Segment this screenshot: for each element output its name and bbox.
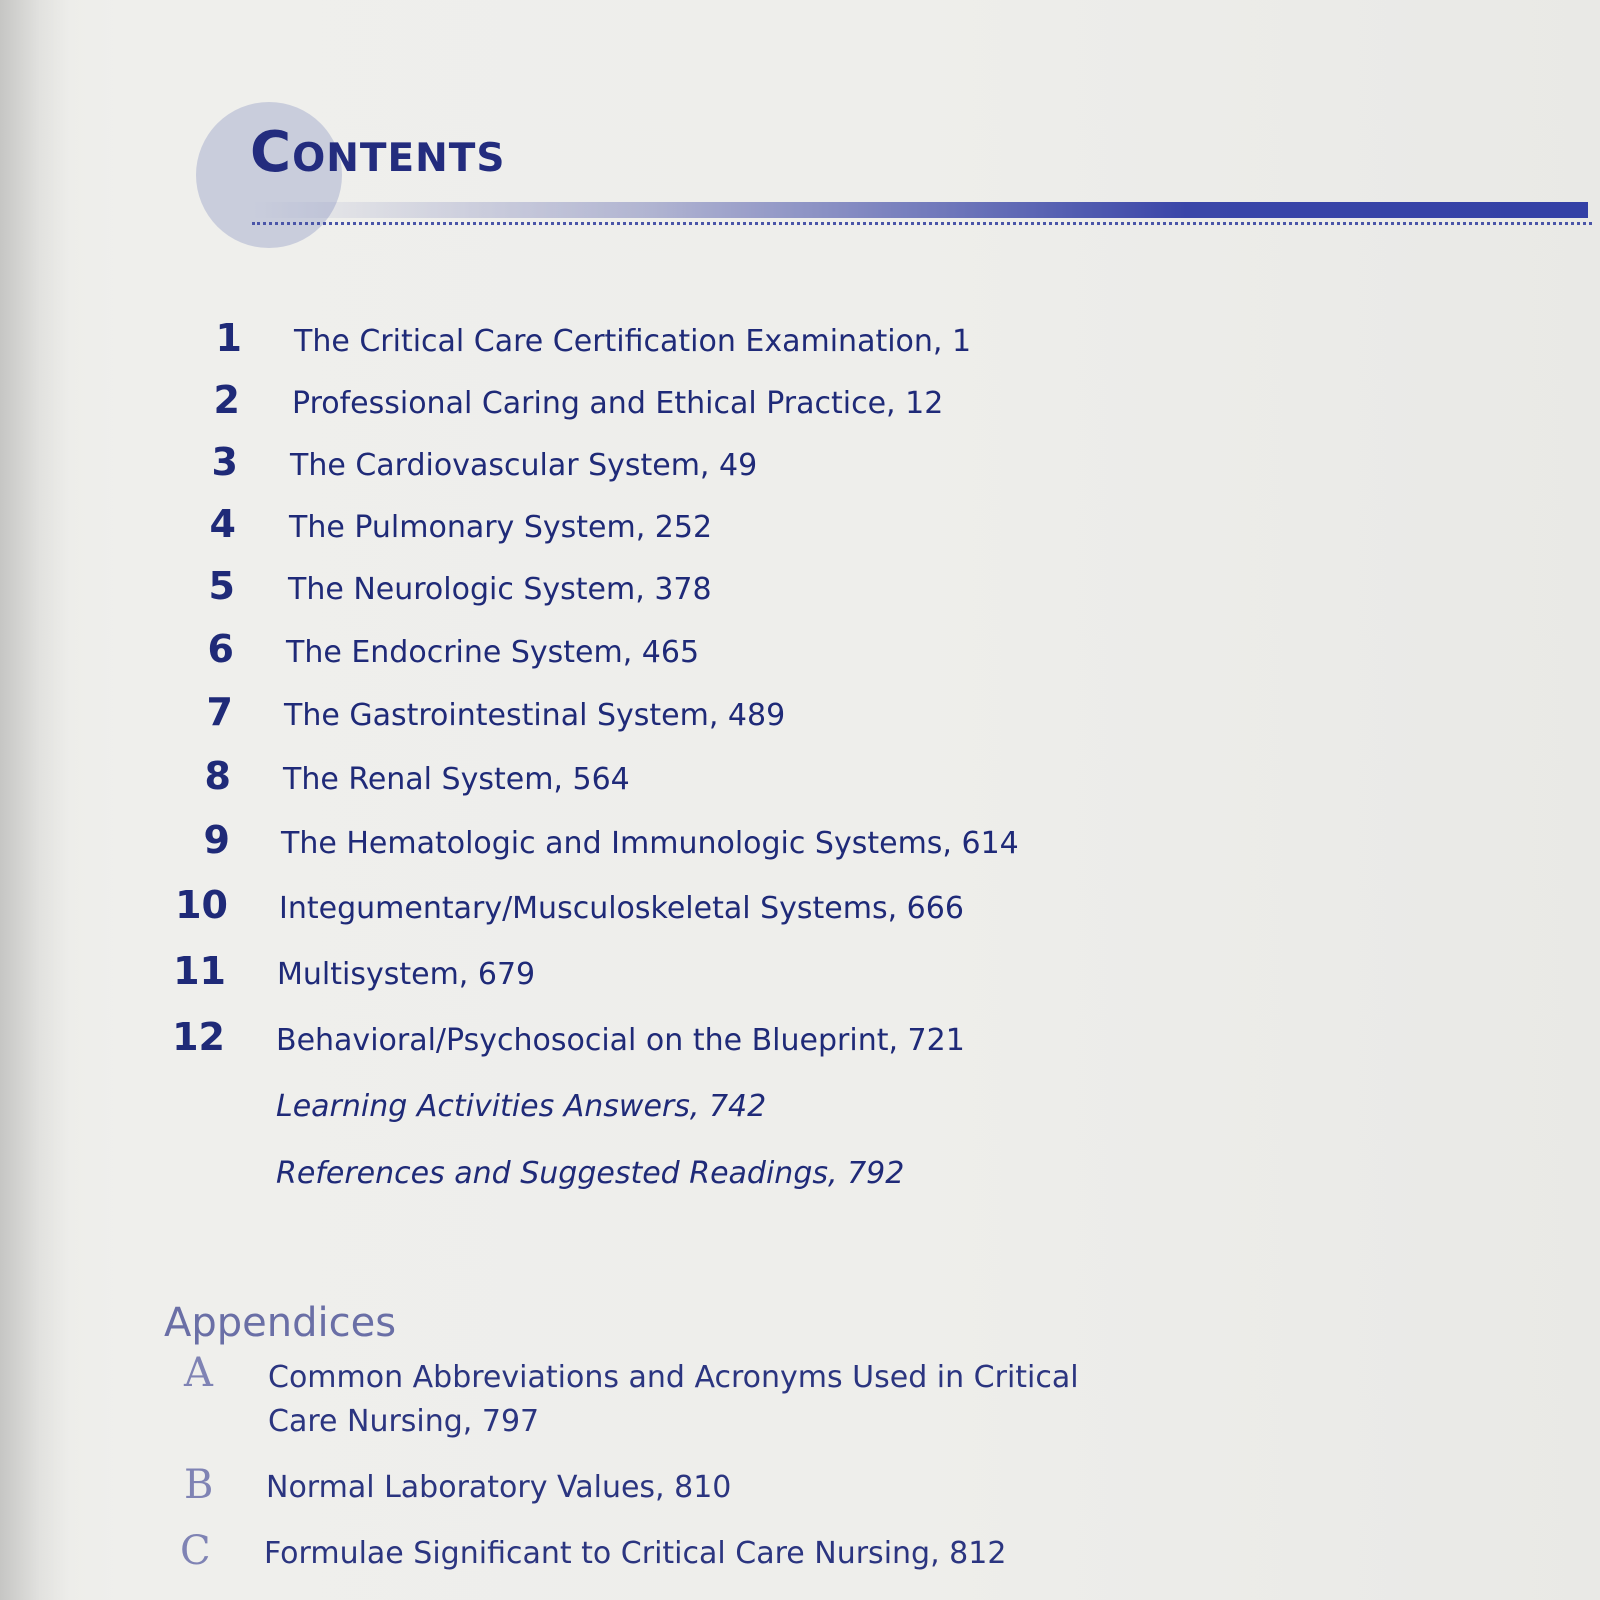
chapter-number: 8 — [204, 754, 231, 798]
chapter-number: 5 — [208, 564, 235, 608]
chapter-number: 7 — [206, 690, 233, 734]
chapter-title: The Hematologic and Immunologic Systems, 614 — [281, 826, 1019, 861]
appendix-title-continued: Care Nursing, 797 — [268, 1404, 540, 1439]
chapter-number: 4 — [209, 502, 236, 546]
appendix-letter: A — [184, 1350, 213, 1396]
page-title: Contents — [250, 120, 506, 185]
chapter-number: 11 — [173, 949, 226, 993]
chapter-number: 2 — [213, 378, 240, 422]
entry-title: References and Suggested Readings, 792 — [276, 1156, 905, 1191]
chapter-number: 6 — [207, 627, 234, 671]
chapter-title: The Neurologic System, 378 — [288, 572, 712, 607]
chapter-title: The Renal System, 564 — [283, 762, 630, 797]
chapter-number: 9 — [203, 818, 230, 862]
appendices-heading: Appendices — [164, 1300, 397, 1346]
appendix-title: Normal Laboratory Values, 810 — [266, 1470, 732, 1505]
chapter-title: The Cardiovascular System, 49 — [290, 448, 758, 483]
chapter-title: Behavioral/Psychosocial on the Blueprint, 721 — [276, 1023, 965, 1058]
chapter-number: 3 — [211, 440, 238, 484]
chapter-title: Professional Caring and Ethical Practice, 12 — [292, 386, 944, 421]
appendix-title: Formulae Significant to Critical Care Nursing, 812 — [264, 1536, 1007, 1571]
chapter-title: The Gastrointestinal System, 489 — [284, 698, 786, 733]
chapter-title: The Critical Care Certification Examination, 1 — [294, 324, 972, 359]
chapter-title: The Pulmonary System, 252 — [289, 510, 713, 545]
chapter-number: 10 — [175, 883, 228, 927]
chapter-number: 12 — [172, 1015, 225, 1059]
chapter-title: Multisystem, 679 — [277, 957, 536, 992]
chapter-title: The Endocrine System, 465 — [286, 635, 700, 670]
entry-title: Learning Activities Answers, 742 — [276, 1089, 767, 1124]
chapter-number: 1 — [215, 316, 242, 360]
chapter-title: Integumentary/Musculoskeletal Systems, 666 — [279, 891, 964, 926]
appendix-title: Common Abbreviations and Acronyms Used in Critical — [268, 1360, 1079, 1395]
appendix-letter: C — [180, 1528, 211, 1574]
appendix-letter: B — [184, 1462, 214, 1508]
